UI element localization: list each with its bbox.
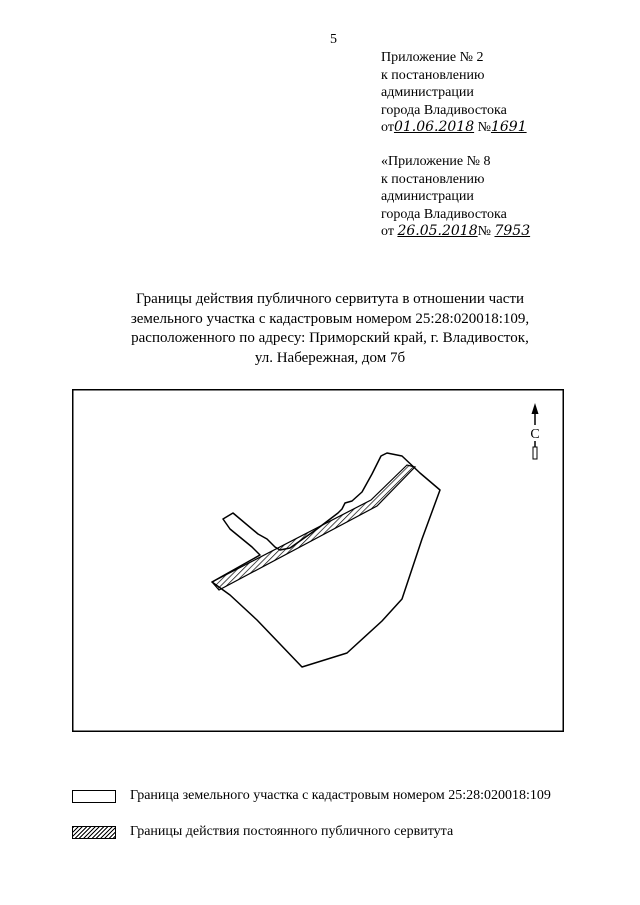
appendix-city: города Владивостока bbox=[381, 206, 507, 222]
appendix-date-line bbox=[381, 223, 581, 241]
number-prefix: № bbox=[477, 120, 491, 135]
handwritten-number: 7953 bbox=[494, 223, 531, 239]
appendix-authority: администрации bbox=[381, 189, 474, 204]
parcel-boundary bbox=[212, 453, 440, 667]
title-line: ул. Набережная, дом 7б bbox=[254, 349, 406, 366]
page-number: 5 bbox=[330, 32, 337, 47]
legend-parcel-label: Граница земельного участка с кадастровым номером 25:28:020018:109 bbox=[130, 788, 551, 803]
appendix-2-block bbox=[381, 49, 581, 137]
appendix-date-line bbox=[381, 119, 581, 137]
handwritten-number: 1691 bbox=[490, 119, 527, 135]
appendix-title: Приложение № 2 bbox=[381, 50, 484, 65]
legend-servitude-swatch bbox=[72, 826, 116, 839]
appendix-authority: администрации bbox=[381, 85, 474, 100]
appendix-subtitle: к постановлению bbox=[381, 171, 485, 187]
title-line: расположенного по адресу: Приморский край, г. Владивосток, bbox=[131, 330, 529, 346]
title-line: Границы действия публичного сервитута в отношении части bbox=[135, 291, 525, 307]
legend-parcel-swatch bbox=[72, 790, 116, 803]
handwritten-date: 26.05.2018 bbox=[397, 223, 478, 239]
appendix-subtitle: к постановлению bbox=[381, 67, 485, 83]
appendix-title: «Приложение № 8 bbox=[381, 154, 491, 169]
date-prefix: от bbox=[381, 120, 394, 135]
appendix-8-block bbox=[381, 153, 581, 241]
handwritten-date: 01.06.2018 bbox=[393, 119, 475, 135]
parcel-map bbox=[72, 389, 564, 732]
title-line: земельного участка с кадастровым номером 25:28:020018:109, bbox=[130, 310, 530, 327]
date-prefix: от bbox=[381, 224, 394, 239]
number-prefix: № bbox=[477, 224, 491, 239]
document-title bbox=[90, 290, 570, 368]
legend-servitude-label: Границы действия постоянного публичного сервитута bbox=[130, 824, 454, 839]
appendix-city: города Владивостока bbox=[381, 102, 507, 118]
north-label: С bbox=[530, 427, 540, 442]
